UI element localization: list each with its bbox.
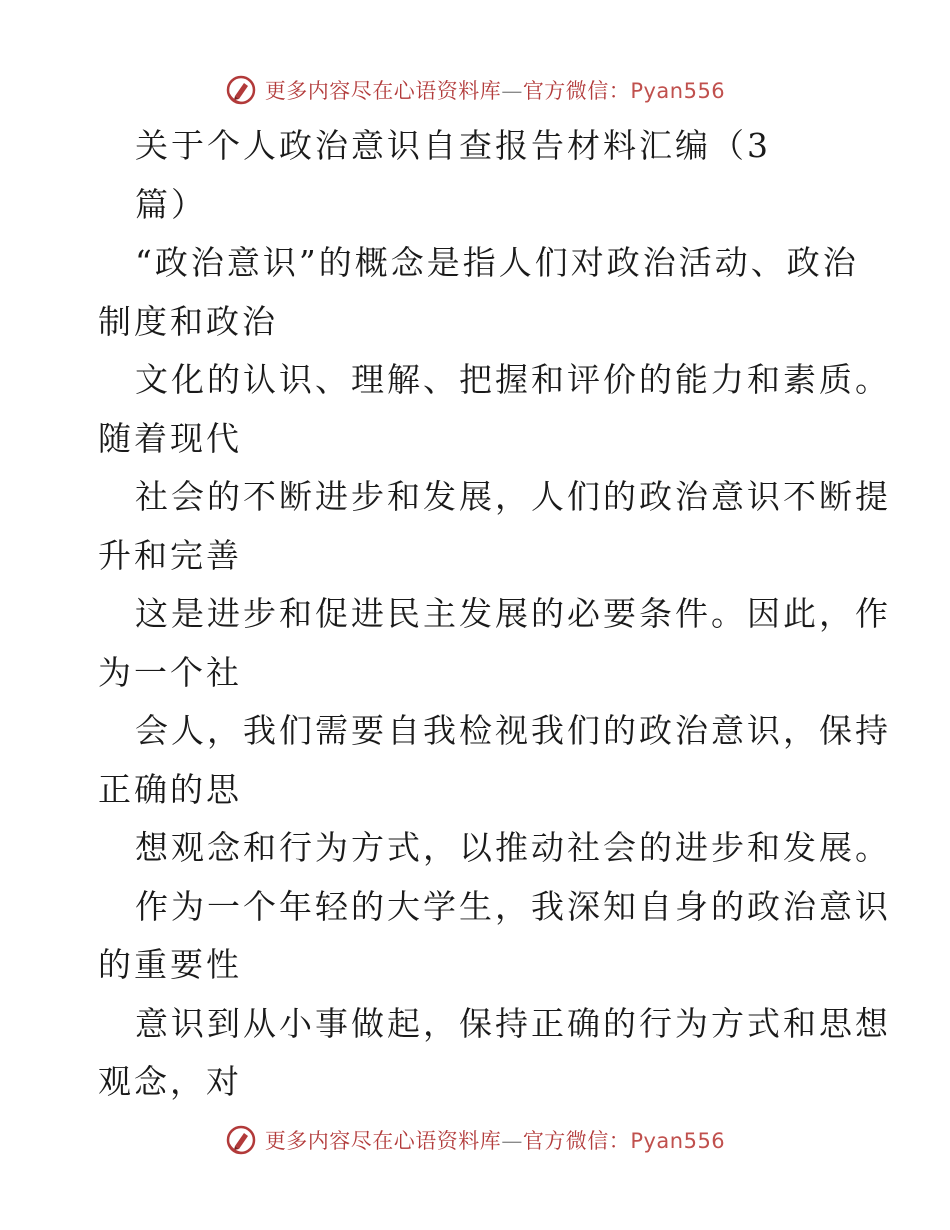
document-line: 会人，我们需要自我检视我们的政治意识，保持 <box>135 711 891 750</box>
footer-banner-main: 更多内容尽在心语资料库 <box>264 1129 502 1153</box>
document-line: 意识到从小事做起，保持正确的行为方式和思想 <box>135 1003 891 1043</box>
document-line: 这是进步和促进民主发展的必要条件。因此，作 <box>135 594 891 633</box>
footer-banner-label: 官方微信： <box>522 1129 631 1153</box>
document-line: 随着现代 <box>98 418 242 458</box>
document-line: 为一个社 <box>98 652 242 692</box>
document-line: 正确的思 <box>98 769 242 809</box>
document-line: 观念，对 <box>98 1062 242 1101</box>
header-banner <box>0 70 950 110</box>
document-line: 想观念和行为方式，以推动社会的进步和发展。 <box>135 828 891 867</box>
header-wechat-id: Pyan556 <box>630 79 726 103</box>
document-line: 制度和政治 <box>98 301 278 341</box>
document-line: 关于个人政治意识自查报告材料汇编（3 <box>135 126 771 165</box>
footer-banner <box>0 1120 950 1160</box>
header-banner-text <box>265 75 725 105</box>
footer-banner-separator: — <box>501 1129 523 1153</box>
document-line: 篇） <box>135 184 207 224</box>
document-line: 社会的不断进步和发展，人们的政治意识不断提 <box>135 477 891 516</box>
header-banner-label: 官方微信： <box>522 79 631 103</box>
pen-logo-icon <box>225 1124 257 1156</box>
document-line: 升和完善 <box>98 535 242 575</box>
document-body <box>98 117 891 1112</box>
footer-wechat-id: Pyan556 <box>630 1129 726 1153</box>
footer-banner-text <box>265 1125 725 1155</box>
pen-logo-icon <box>225 74 257 106</box>
document-line: 作为一个年轻的大学生，我深知自身的政治意识 <box>135 886 891 926</box>
header-banner-separator: — <box>501 79 523 103</box>
document-line: “政治意识”的概念是指人们对政治活动、政治 <box>135 243 859 282</box>
header-banner-main: 更多内容尽在心语资料库 <box>264 79 502 103</box>
document-line: 的重要性 <box>98 945 242 984</box>
document-line: 文化的认识、理解、把握和评价的能力和素质。 <box>135 360 891 399</box>
